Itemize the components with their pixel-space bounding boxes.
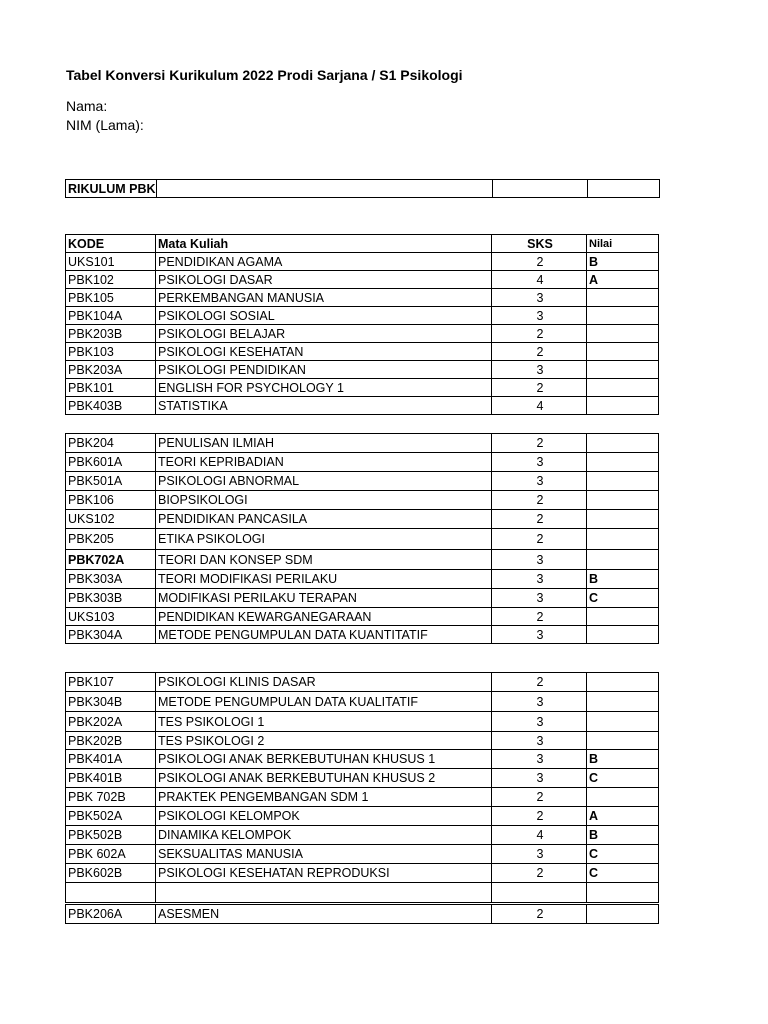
- course-name: PERKEMBANGAN MANUSIA: [156, 289, 492, 307]
- course-name: PSIKOLOGI KESEHATAN REPRODUKSI: [156, 864, 492, 883]
- course-sks: 3: [492, 692, 587, 712]
- table-row: [66, 570, 659, 589]
- empty-cell: [156, 180, 492, 198]
- table-row: [66, 289, 659, 307]
- course-sks: 3: [492, 570, 587, 589]
- course-code: PBK102: [66, 271, 156, 289]
- course-name: MODIFIKASI PERILAKU TERAPAN: [156, 589, 492, 608]
- course-sks: 2: [492, 343, 587, 361]
- course-code: PBK202A: [66, 712, 156, 732]
- table-row: [66, 510, 659, 529]
- course-grade: [587, 379, 659, 397]
- course-code: PBK103: [66, 343, 156, 361]
- course-grade: C: [587, 845, 659, 864]
- table-row: [66, 589, 659, 608]
- empty-cell: [587, 180, 659, 198]
- course-name: DINAMIKA KELOMPOK: [156, 826, 492, 845]
- course-grade: [587, 550, 659, 570]
- table-row: [66, 361, 659, 379]
- course-sks: 2: [492, 510, 587, 529]
- course-sks: 3: [492, 361, 587, 379]
- course-code: PBK401A: [66, 750, 156, 769]
- course-sks: 2: [492, 379, 587, 397]
- header-sks: SKS: [492, 235, 587, 253]
- table-row: [66, 845, 659, 864]
- course-grade: [587, 905, 659, 924]
- course-name: TES PSIKOLOGI 1: [156, 712, 492, 732]
- course-code: PBK105: [66, 289, 156, 307]
- course-sks: 4: [492, 271, 587, 289]
- table-row: [66, 434, 659, 453]
- table-row: [66, 343, 659, 361]
- course-name: PSIKOLOGI KLINIS DASAR: [156, 673, 492, 692]
- course-code: [66, 883, 156, 903]
- course-table-group-4: [65, 904, 659, 924]
- course-name: PENDIDIKAN AGAMA: [156, 253, 492, 271]
- course-table-group-3: [65, 672, 659, 903]
- table-row: [66, 712, 659, 732]
- course-grade: [587, 453, 659, 472]
- course-name: METODE PENGUMPULAN DATA KUALITATIF: [156, 692, 492, 712]
- course-sks: 2: [492, 905, 587, 924]
- course-sks: 3: [492, 472, 587, 491]
- table-row: [66, 271, 659, 289]
- course-grade: [587, 325, 659, 343]
- table-row: [66, 692, 659, 712]
- course-grade: [587, 883, 659, 903]
- course-sks: 2: [492, 788, 587, 807]
- course-sks: 3: [492, 732, 587, 750]
- empty-cell: [492, 180, 587, 198]
- course-name: PSIKOLOGI ANAK BERKEBUTUHAN KHUSUS 1: [156, 750, 492, 769]
- course-sks: 3: [492, 550, 587, 570]
- course-grade: [587, 529, 659, 550]
- course-sks: [492, 883, 587, 903]
- table-row: [66, 864, 659, 883]
- course-name: PSIKOLOGI KESEHATAN: [156, 343, 492, 361]
- course-code: PBK601A: [66, 453, 156, 472]
- course-grade: [587, 434, 659, 453]
- course-code: PBK204: [66, 434, 156, 453]
- course-code: PBK502A: [66, 807, 156, 826]
- table-row: [66, 529, 659, 550]
- table-row: [66, 608, 659, 626]
- course-grade: B: [587, 570, 659, 589]
- course-sks: 2: [492, 529, 587, 550]
- course-code: UKS102: [66, 510, 156, 529]
- course-code: PBK 602A: [66, 845, 156, 864]
- course-code: UKS103: [66, 608, 156, 626]
- table-row: [66, 750, 659, 769]
- table-row: [66, 472, 659, 491]
- course-grade: [587, 510, 659, 529]
- table-row: [66, 397, 659, 415]
- course-code: PBK 702B: [66, 788, 156, 807]
- table-row: [66, 883, 659, 903]
- table-row: [66, 826, 659, 845]
- nim-label: NIM (Lama):: [66, 117, 144, 133]
- course-grade: [587, 788, 659, 807]
- course-grade: [587, 361, 659, 379]
- course-name: PSIKOLOGI PENDIDIKAN: [156, 361, 492, 379]
- table-row: [66, 673, 659, 692]
- course-code: PBK401B: [66, 769, 156, 788]
- course-code: PBK203A: [66, 361, 156, 379]
- course-code: PBK202B: [66, 732, 156, 750]
- course-name: PSIKOLOGI ABNORMAL: [156, 472, 492, 491]
- table-row: [66, 253, 659, 271]
- course-sks: 2: [492, 608, 587, 626]
- table-row: [66, 325, 659, 343]
- course-grade: A: [587, 271, 659, 289]
- course-name: ASESMEN: [156, 905, 492, 924]
- course-code: PBK303A: [66, 570, 156, 589]
- course-sks: 3: [492, 289, 587, 307]
- course-grade: [587, 732, 659, 750]
- course-grade: A: [587, 807, 659, 826]
- course-code: PBK501A: [66, 472, 156, 491]
- course-grade: [587, 692, 659, 712]
- course-sks: 3: [492, 307, 587, 325]
- course-grade: C: [587, 589, 659, 608]
- course-sks: 3: [492, 626, 587, 644]
- course-grade: [587, 289, 659, 307]
- course-code: PBK702A: [66, 550, 156, 570]
- course-name: PENULISAN ILMIAH: [156, 434, 492, 453]
- course-name: STATISTIKA: [156, 397, 492, 415]
- course-code: PBK304B: [66, 692, 156, 712]
- course-name: BIOPSIKOLOGI: [156, 491, 492, 510]
- course-name: TEORI KEPRIBADIAN: [156, 453, 492, 472]
- table-row: [66, 732, 659, 750]
- course-sks: 2: [492, 673, 587, 692]
- course-name: PENDIDIKAN PANCASILA: [156, 510, 492, 529]
- course-grade: [587, 626, 659, 644]
- course-sks: 3: [492, 769, 587, 788]
- nama-label: Nama:: [66, 98, 108, 114]
- course-sks: 3: [492, 453, 587, 472]
- course-table-group-2: [65, 433, 659, 644]
- course-grade: [587, 491, 659, 510]
- course-name: PRAKTEK PENGEMBANGAN SDM 1: [156, 788, 492, 807]
- course-code: PBK107: [66, 673, 156, 692]
- course-sks: 2: [492, 864, 587, 883]
- course-name: PSIKOLOGI BELAJAR: [156, 325, 492, 343]
- course-sks: 2: [492, 325, 587, 343]
- page-title: Tabel Konversi Kurikulum 2022 Prodi Sarjana / S1 Psikologi: [66, 67, 463, 83]
- kurikulum-label: RIKULUM PBK: [66, 180, 157, 198]
- course-code: PBK101: [66, 379, 156, 397]
- table-row: [66, 788, 659, 807]
- course-sks: 2: [492, 491, 587, 510]
- course-sks: 4: [492, 826, 587, 845]
- course-sks: 3: [492, 750, 587, 769]
- course-grade: [587, 397, 659, 415]
- course-name: SEKSUALITAS MANUSIA: [156, 845, 492, 864]
- course-name: PSIKOLOGI SOSIAL: [156, 307, 492, 325]
- course-grade: [587, 673, 659, 692]
- course-sks: 2: [492, 807, 587, 826]
- course-sks: 3: [492, 845, 587, 864]
- course-table-group-1: [65, 234, 659, 415]
- course-name: TEORI MODIFIKASI PERILAKU: [156, 570, 492, 589]
- table-row: [66, 453, 659, 472]
- course-code: UKS101: [66, 253, 156, 271]
- course-grade: B: [587, 750, 659, 769]
- table-row: [66, 307, 659, 325]
- table-row: [66, 379, 659, 397]
- table-row: [66, 769, 659, 788]
- course-sks: 3: [492, 589, 587, 608]
- course-grade: [587, 307, 659, 325]
- course-name: TES PSIKOLOGI 2: [156, 732, 492, 750]
- course-sks: 3: [492, 712, 587, 732]
- header-kode: KODE: [66, 235, 156, 253]
- header-nilai: Nilai: [587, 235, 659, 253]
- course-grade: B: [587, 253, 659, 271]
- course-name: [156, 883, 492, 903]
- course-name: PSIKOLOGI DASAR: [156, 271, 492, 289]
- course-name: ETIKA PSIKOLOGI: [156, 529, 492, 550]
- course-grade: C: [587, 864, 659, 883]
- course-name: PENDIDIKAN KEWARGANEGARAAN: [156, 608, 492, 626]
- table-row: [66, 626, 659, 644]
- course-name: TEORI DAN KONSEP SDM: [156, 550, 492, 570]
- course-code: PBK106: [66, 491, 156, 510]
- table-row: [66, 807, 659, 826]
- course-sks: 2: [492, 253, 587, 271]
- table-row: [66, 905, 659, 924]
- course-grade: [587, 343, 659, 361]
- course-name: PSIKOLOGI KELOMPOK: [156, 807, 492, 826]
- course-code: PBK104A: [66, 307, 156, 325]
- course-code: PBK303B: [66, 589, 156, 608]
- course-name: PSIKOLOGI ANAK BERKEBUTUHAN KHUSUS 2: [156, 769, 492, 788]
- kurikulum-table: [65, 179, 660, 198]
- course-grade: [587, 608, 659, 626]
- course-code: PBK203B: [66, 325, 156, 343]
- header-mata-kuliah: Mata Kuliah: [156, 235, 492, 253]
- course-code: PBK502B: [66, 826, 156, 845]
- table-header-row: [66, 235, 659, 253]
- course-grade: [587, 472, 659, 491]
- course-grade: C: [587, 769, 659, 788]
- course-code: PBK206A: [66, 905, 156, 924]
- course-code: PBK403B: [66, 397, 156, 415]
- table-row: [66, 491, 659, 510]
- course-grade: [587, 712, 659, 732]
- course-name: METODE PENGUMPULAN DATA KUANTITATIF: [156, 626, 492, 644]
- course-grade: B: [587, 826, 659, 845]
- course-sks: 2: [492, 434, 587, 453]
- course-code: PBK602B: [66, 864, 156, 883]
- course-code: PBK304A: [66, 626, 156, 644]
- table-row: [66, 550, 659, 570]
- course-name: ENGLISH FOR PSYCHOLOGY 1: [156, 379, 492, 397]
- course-code: PBK205: [66, 529, 156, 550]
- course-sks: 4: [492, 397, 587, 415]
